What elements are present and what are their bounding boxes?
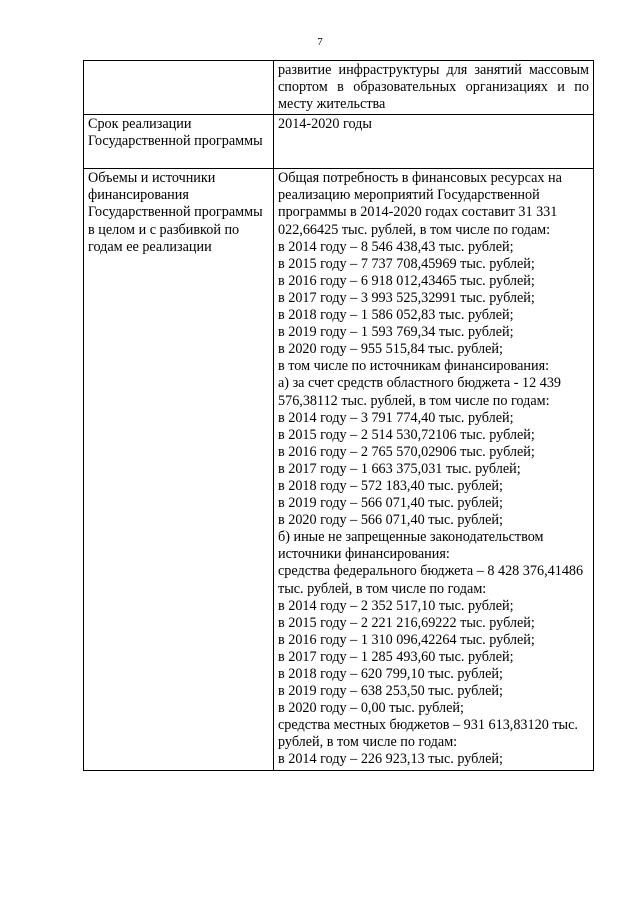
table-row	[84, 169, 594, 770]
financing-line: в том числе по источникам финансирования:	[278, 358, 550, 375]
other-sources-text: б) иные не запрещенные законодательством источники финансирования:	[278, 529, 544, 563]
financing-line: в 2014 году – 3 791 774,40 тыс. рублей;	[278, 409, 514, 426]
row-label-cell: Срок реализации Государственной программы	[84, 115, 274, 169]
federal-budget-text: средства федерального бюджета – 8 428 376,41486 тыс. рублей, в том числе по годам:	[278, 563, 584, 597]
financing-line: в 2014 году – 2 352 517,10 тыс. рублей;	[278, 597, 514, 614]
row-value-cell	[274, 61, 594, 115]
program-passport-table	[83, 60, 594, 771]
financing-line: в 2015 году – 7 737 708,45969 тыс. рублей;	[278, 255, 535, 272]
financing-line: в 2019 году – 638 253,50 тыс. рублей;	[278, 683, 503, 700]
row-label-cell: Объемы и источники финансирования Государственной программы в целом и с разбивкой по годам ее реализации	[84, 169, 274, 770]
financing-line: в 2016 году – 2 765 570,02906 тыс. рублей;	[278, 443, 535, 460]
table-row	[84, 115, 594, 169]
row-value-cell	[274, 169, 594, 770]
financing-line: в 2020 году – 0,00 тыс. рублей;	[278, 700, 464, 717]
financing-line: в 2018 году – 620 799,10 тыс. рублей;	[278, 666, 503, 682]
financing-line: в 2019 году – 566 071,40 тыс. рублей;	[278, 495, 503, 512]
financing-line: в 2017 году – 1 663 375,031 тыс. рублей;	[278, 460, 521, 477]
financing-line: в 2017 году – 3 993 525,32991 тыс. рублей;	[278, 289, 535, 306]
financing-total-text: Общая потребность в финансовых ресурсах на реализацию мероприятий Государственной программы в 2014-2020 годах составит 31 331 022,66425 тыс. рублей, в том числе по годам:	[278, 170, 562, 238]
financing-line: в 2014 году – 8 546 438,43 тыс. рублей;	[278, 238, 514, 255]
financing-line: в 2016 году – 1 310 096,42264 тыс. рублей;	[278, 631, 535, 648]
financing-line: в 2018 году – 572 183,40 тыс. рублей;	[278, 477, 503, 494]
financing-line: в 2015 году – 2 514 530,72106 тыс. рублей;	[278, 426, 535, 443]
financing-line: в 2017 году – 1 285 493,60 тыс. рублей;	[278, 648, 514, 665]
page-number: 7	[317, 36, 323, 48]
financing-line: в 2014 году – 226 923,13 тыс. рублей;	[278, 751, 503, 768]
row-value-cell: 2014-2020 годы	[274, 115, 594, 169]
table-row	[84, 61, 594, 115]
financing-line: в 2018 году – 1 586 052,83 тыс. рублей;	[278, 307, 514, 324]
financing-line: в 2020 году – 566 071,40 тыс. рублей;	[278, 512, 503, 529]
sport-infrastructure-text: развитие инфраструктуры для занятий массовым спортом в образовательных организациях и по месту жительства	[278, 62, 589, 113]
regional-budget-text: а) за счет средств областного бюджета - 12 439 576,38112 тыс. рублей, в том числе по годам:	[278, 375, 562, 409]
financing-line: в 2015 году – 2 221 216,69222 тыс. рублей;	[278, 614, 535, 631]
local-budget-text: средства местных бюджетов – 931 613,83120 тыс. рублей, в том числе по годам:	[278, 717, 578, 751]
financing-line: в 2020 году – 955 515,84 тыс. рублей;	[278, 341, 503, 358]
financing-line: в 2016 году – 6 918 012,43465 тыс. рублей;	[278, 272, 535, 289]
row-label-cell	[84, 61, 274, 115]
financing-line: в 2019 году – 1 593 769,34 тыс. рублей;	[278, 324, 514, 341]
